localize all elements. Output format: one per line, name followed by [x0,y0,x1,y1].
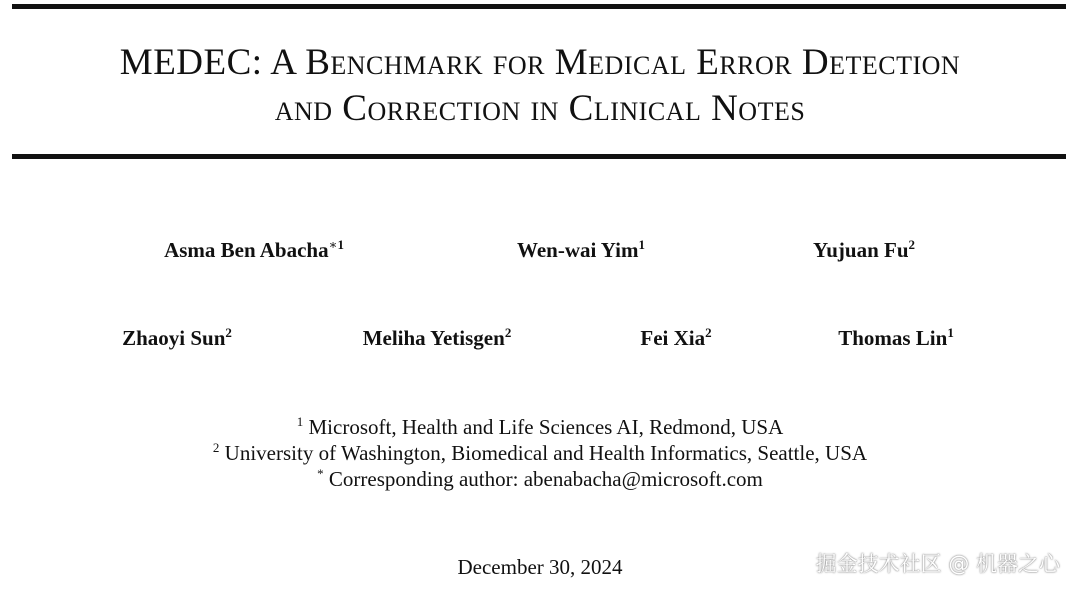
author-name: Meliha Yetisgen [362,326,505,350]
affiliation-mark: 1 [337,237,344,252]
author-name: Asma Ben Abacha [164,238,329,262]
corresponding-mark: ∗ [328,237,338,252]
author-name: Wen-wai Yim [516,238,639,262]
affiliation-mark: 2 [212,440,220,455]
author-name: Thomas Lin [838,326,948,350]
title-top-rule [12,4,1066,9]
affiliation-mark: 2 [705,325,712,340]
author-yujuan-fu [813,238,915,263]
affiliation-text: Microsoft, Health and Life Sciences AI, Redmond, USA [303,415,784,439]
publication-date: December 30, 2024 [457,555,623,579]
author-name: Fei Xia [640,326,706,350]
author-wen-wai-yim [517,238,645,263]
author-meliha-yetisgen [363,326,512,351]
affiliation-mark: 1 [947,325,954,340]
affiliation-mark: 1 [638,237,646,252]
corresponding-author-text: Corresponding author: abenabacha@microsoft.com [323,467,763,491]
affiliation-1 [0,414,1080,440]
paper-title-line-1: MEDEC: A Benchmark for Medical Error Detection [119,42,961,83]
affiliation-text: University of Washington, Biomedical and Health Informatics, Seattle, USA [219,441,868,465]
author-name: Zhaoyi Sun [122,326,226,350]
title-bottom-rule [12,154,1066,159]
author-zhaoyi-sun [122,326,232,351]
affiliation-mark: 2 [504,325,512,340]
watermark: 掘金技术社区 @ 机器之心 [815,552,1060,576]
corresponding-author-note [0,466,1080,492]
paper-title-line-2: and Correction in Clinical Notes [274,88,806,129]
author-fei-xia [640,326,711,351]
author-name: Yujuan Fu [812,238,909,262]
affiliation-mark: 2 [908,237,916,252]
affiliation-2 [0,440,1080,466]
author-thomas-lin [838,326,954,351]
affiliation-mark: 1 [296,414,304,429]
affiliation-mark: 2 [225,325,232,340]
corresponding-mark: * [317,466,324,481]
author-asma-ben-abacha [164,238,344,263]
